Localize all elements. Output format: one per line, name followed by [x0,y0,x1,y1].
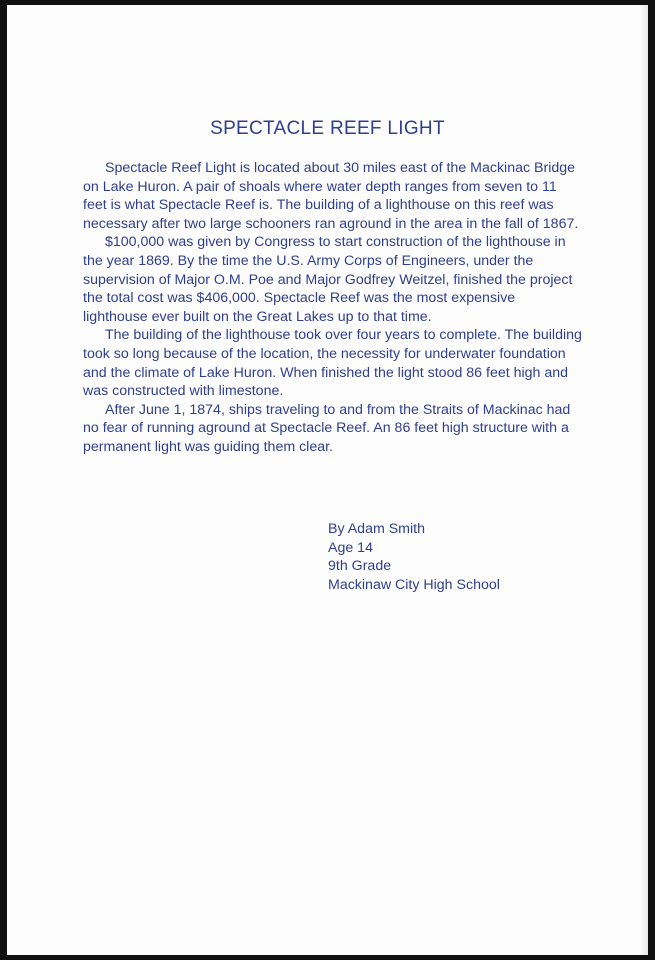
paragraph-1: Spectacle Reef Light is located about 30 miles east of the Mackinac Bridge on Lake Huron. A pair of shoals where water depth ranges from seven to 11 feet is what Spectacle Reef is. The building of a lighthouse on this reef was necessary after two large schooners ran aground in the area in the fall of 1867. [83,160,579,232]
author-signature-block [328,520,500,594]
paragraph-4: After June 1, 1874, ships traveling to and from the Straits of Mackinac had no fear of running aground at Spectacle Reef. An 86 feet high structure with a permanent light was guiding them clear. [83,401,571,455]
paragraph-2: $100,000 was given by Congress to start construction of the lighthouse in the year 1869. By the time the U.S. Army Corps of Engineers, under the supervision of Major O.M. Poe and Major Godfrey Weitzel, finished the project the total cost was $406,000. Spectacle Reef was the most expensive lighthouse ever built on the Great Lakes up to that time. [83,234,573,325]
author-name: By Adam Smith [328,521,425,537]
author-grade: 9th Grade [328,558,392,575]
article-body [83,159,583,457]
paragraph-3: The building of the lighthouse took over four years to complete. The building took so long because of the location, the necessity for underwater foundation and the climate of Lake Huron. When finished the light stood 86 feet high and was constructed with limestone. [83,327,582,400]
document-title: SPECTACLE REEF LIGHT [210,118,445,139]
author-school: Mackinaw City High School [328,576,500,593]
author-age: Age 14 [328,539,373,556]
